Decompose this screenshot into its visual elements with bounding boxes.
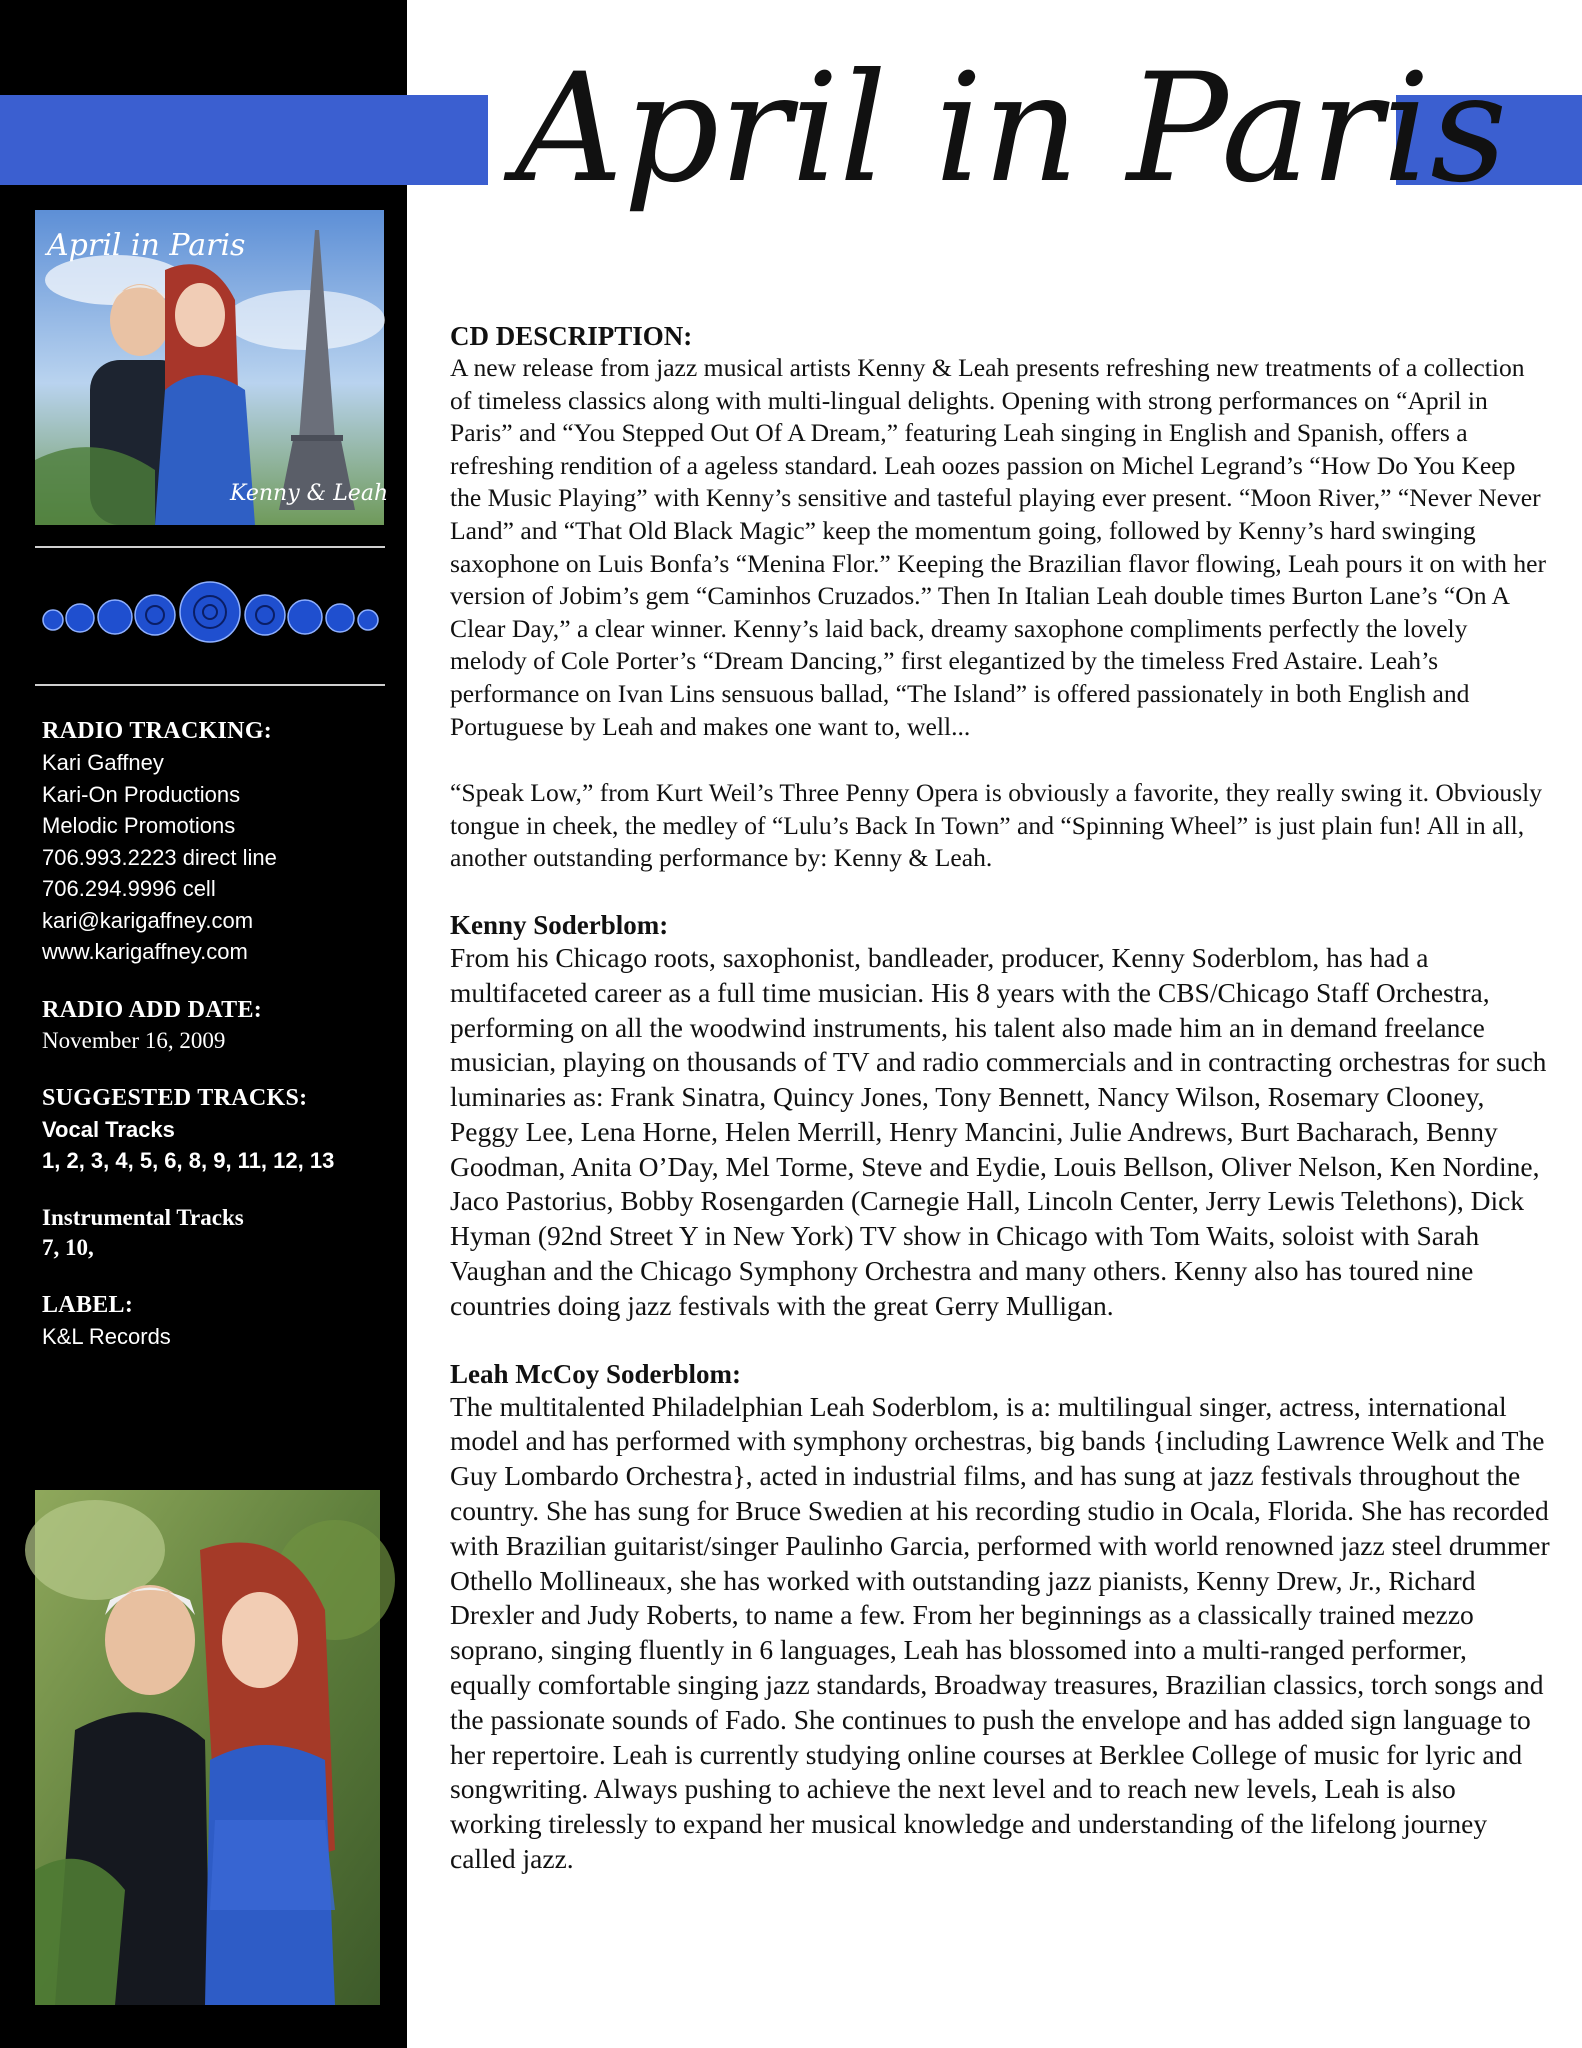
- cd-description-heading: CD DESCRIPTION:: [450, 321, 693, 351]
- page-title: [500, 30, 1508, 270]
- divider: [35, 684, 385, 686]
- instrumental-tracks-list: 7, 10,: [42, 1234, 94, 1260]
- kenny-heading: Kenny Soderblom:: [450, 909, 669, 940]
- instrumental-tracks-label: Instrumental Tracks: [42, 1204, 244, 1230]
- vocal-tracks-list: 1, 2, 3, 4, 5, 6, 8, 9, 11, 12, 13: [42, 1148, 335, 1173]
- contact-email: kari@karigaffney.com: [42, 907, 254, 933]
- vocal-tracks-label: Vocal Tracks: [42, 1116, 175, 1142]
- contact-line: Kari-On Productions: [42, 781, 241, 807]
- blue-roses-ornament: [35, 572, 385, 662]
- main-content: [450, 320, 1550, 1877]
- kenny-bio: From his Chicago roots, saxophonist, bandleader, producer, Kenny Soderblom, has had a multifaceted career as a full time musician. His 8 years with the CBS/Chicago Staff Orchestra, performing on all the woodwind instruments, his talent also made him an in demand freelance musician, playing on thousands of TV and radio commercials and in contracting orchestras for such luminaries as: Frank Sinatra, Quincy Jones, Tony Bennett, Nancy Wilson, Rosemary Clooney, Peggy Lee, Lena Horne, Helen Merrill, Henry Mancini, Julie Andrews, Burt Bacharach, Benny Goodman, Anita O’Day, Mel Torme, Steve and Eydie, Louis Bellson, Oliver Nelson, Ken Nordine, Jaco Pastorius, Bobby Rosengarden (Carnegie Hall, Lincoln Center, Jerry Lewis Telethons), Dick Hyman (92nd Street Y in New York) TV show in Chicago with Tom Waits, soloist with Sarah Vaughan and the Chicago Symphony Orchestra and many others. Kenny also has toured nine countries doing jazz festivals with the great Gerry Mulligan.: [450, 941, 1547, 1321]
- svg-text:April in Paris: April in Paris: [47, 228, 246, 263]
- artists-portrait-image: [35, 1490, 380, 2005]
- album-cover-image: [35, 210, 389, 525]
- cd-description-paragraph: A new release from jazz musical artists Kenny & Leah presents refreshing new treatments of a collection of timeless classics along with multi-lingual delights. Opening with strong performances on “April in Paris” and “You Stepped Out Of A Dream,” featuring Leah singing in English and Spanish, offers a refreshing rendition of a ageless standard. Leah oozes passion on Michel Legrand’s “How Do You Keep the Music Playing” with Kenny’s sensitive and tasteful playing ever present. “Moon River,” “Never Never Land” and “That Old Black Magic” keep the momentum going, followed by Kenny’s hard swinging saxophone on Luis Bonfa’s “Menina Flor.” Keeping the Brazilian flavor flowing, Leah pours it on with her version of Jobim’s gem “Caminhos Cruzados.” Then In Italian Leah double times Burton Lane’s “On A Clear Day,” a clear winner. Kenny’s laid back, dreamy saxophone compliments perfectly the lovely melody of Cole Porter’s “Dream Dancing,” first elegantized by the timeless Fred Astaire. Leah’s performance on Ivan Lins sensuous ballad, “The Island” is offered passionately in both English and Portuguese by Leah and makes one want to, well...: [450, 353, 1547, 741]
- radio-tracking-heading: RADIO TRACKING:: [42, 718, 273, 744]
- sidebar-info: [42, 715, 392, 1352]
- contact-website: www.karigaffney.com: [42, 939, 248, 964]
- leah-heading: Leah McCoy Soderblom:: [450, 1358, 741, 1389]
- divider: [35, 546, 385, 548]
- contact-line: 706.993.2223 direct line: [42, 844, 277, 870]
- leah-bio: The multitalented Philadelphian Leah Soderblom, is a: multilingual singer, actress, international model and has performed with symphony orchestras, big bands {including Lawrence Welk and The Guy Lombardo Orchestra}, acted in industrial films, and has sung at jazz festivals throughout the country. She has sung for Bruce Swedien at his recording studio in Ocala, Florida. She has recorded with Brazilian guitarist/singer Paulinho Garcia, performed with world renowned jazz steel drummer Othello Mollineaux, she has worked with outstanding jazz pianists, Kenny Drew, Jr., Richard Drexler and Judy Roberts, to name a few. From her beginnings as a classically trained mezzo soprano, singing fluently in 6 languages, Leah has blossomed into a multi-ranged performer, equally comfortable singing jazz standards, Broadway treasures, Brazilian classics, torch songs and the passionate sounds of Fado. She continues to push the envelope and has added sign language to her repertoire. Leah is currently studying online courses at Berklee College of music for lyric and songwriting. Always pushing to achieve the next level and to reach new levels, Leah is also working tirelessly to expand her musical knowledge and understanding of the lifelong journey called jazz.: [450, 1390, 1550, 1875]
- radio-add-date-heading: RADIO ADD DATE:: [42, 996, 263, 1023]
- contact-line: 706.294.9996 cell: [42, 876, 216, 901]
- label-heading: LABEL:: [42, 1291, 134, 1318]
- suggested-tracks-heading: SUGGESTED TRACKS:: [42, 1084, 308, 1111]
- cd-description-paragraph: “Speak Low,” from Kurt Weil’s Three Penny Opera is obviously a favorite, they really swing it. Obviously tongue in cheek, the medley of “Lulu’s Back In Town” and “Spinning Wheel” is just plain fun! All in all, another outstanding performance by: Kenny & Leah.: [450, 778, 1543, 873]
- radio-add-date-value: November 16, 2009: [42, 1027, 226, 1053]
- svg-text:April in Paris: April in Paris: [515, 42, 1508, 216]
- label-value: K&L Records: [42, 1323, 171, 1349]
- svg-text:Kenny & Leah: Kenny & Leah: [230, 481, 389, 506]
- contact-line: Melodic Promotions: [42, 813, 236, 838]
- contact-line: Kari Gaffney: [42, 750, 164, 775]
- header-band-left: [0, 95, 488, 185]
